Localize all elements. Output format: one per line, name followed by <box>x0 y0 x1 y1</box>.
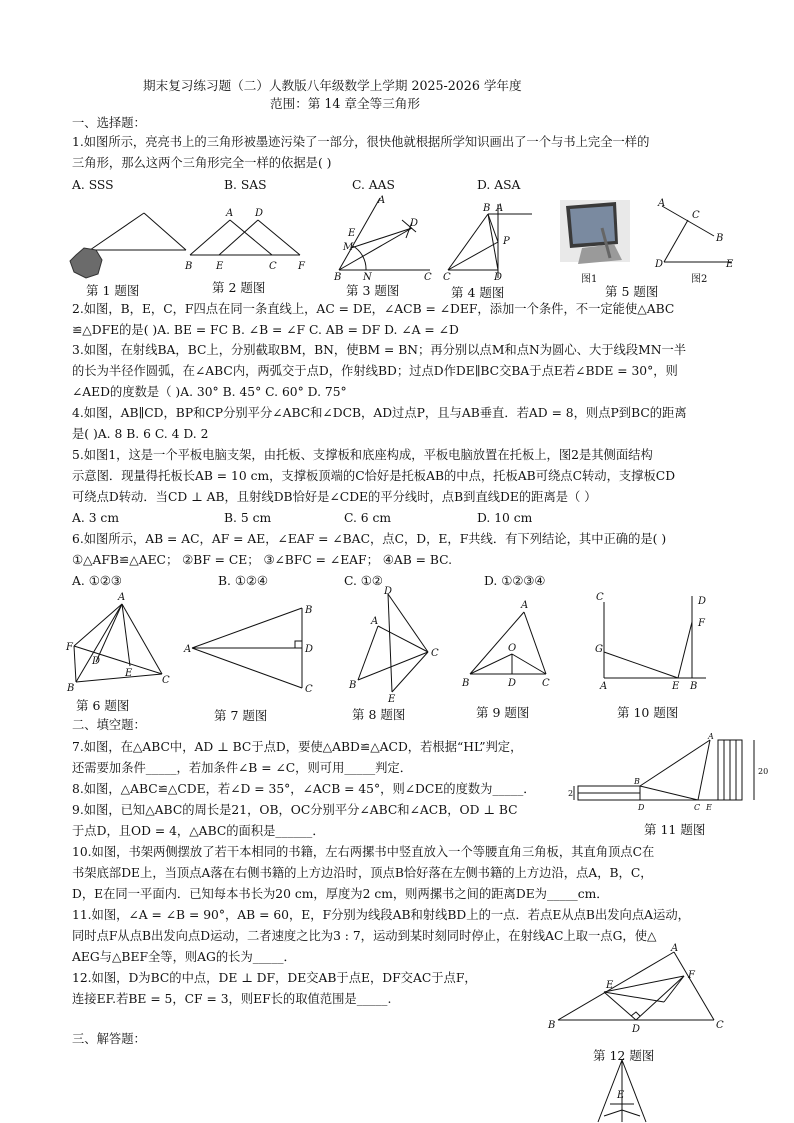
svg-text:E: E <box>216 261 224 272</box>
q8-line1: 8.如图，△ABC≌△CDE，若∠D = 35°，∠ACB = 45°，则∠DCE的度数为_____． <box>72 782 536 796</box>
q3-line1: 3.如图，在射线BA，BC上，分别截取BM，BN，使BM = BN；再分别以点M和点N为圆心、大于线段MN一半 <box>72 343 687 357</box>
svg-text:C: C <box>431 648 439 659</box>
svg-text:E: E <box>672 681 680 692</box>
q4-line2: 是( )A. 8 B. 6 C. 4 D. 2 <box>72 427 209 441</box>
caption-figure-4: 第 4 题图 <box>451 285 505 300</box>
figure-12 <box>544 943 764 1036</box>
q10-line2: 书架底部DE上，当顶点A落在右侧书籍的上方边沿时，顶点B恰好落在左侧书籍的上方边沿，点A，B，C， <box>72 866 653 880</box>
figure-8 <box>348 586 439 705</box>
svg-text:E: E <box>617 1090 625 1101</box>
svg-text:C: C <box>162 675 170 686</box>
caption-figure-11: 第 11 题图 <box>644 822 706 837</box>
svg-text:A: A <box>496 203 504 214</box>
svg-text:E: E <box>348 228 356 239</box>
q5-line1: 5.如图1，这是一个平板电脑支架，由托板、支撑板和底座构成，平板电脑放置在托板上，图2是其侧面结构 <box>72 448 653 462</box>
figure-2 <box>184 208 306 272</box>
svg-text:F: F <box>698 618 705 629</box>
svg-text:F: F <box>66 642 73 653</box>
svg-text:C: C <box>542 678 550 689</box>
svg-text:C: C <box>305 684 313 695</box>
q1-option-d: D. ASA <box>477 178 521 192</box>
svg-text:O: O <box>508 643 517 654</box>
section-heading-choice: 一、选择题： <box>72 116 146 130</box>
caption-figure-5: 第 5 题图 <box>605 284 659 299</box>
q1-line2: 三角形，那么这两个三角形完全一样的依据是( ) <box>72 156 332 170</box>
svg-text:B: B <box>349 680 357 691</box>
figure-11 <box>570 734 780 820</box>
figure-1 <box>70 213 186 278</box>
svg-text:C: C <box>694 803 701 812</box>
page-scope: 范围：第 14 章全等三角形 <box>270 96 420 111</box>
svg-text:A: A <box>371 616 379 627</box>
figure-5-diagram <box>654 198 734 270</box>
svg-text:D: D <box>92 656 101 667</box>
q5-option-c: C. 6 cm <box>344 511 392 525</box>
q1-option-a: A. SSS <box>72 178 114 192</box>
svg-text:D: D <box>655 259 664 270</box>
q4-line1: 4.如图，AB∥CD，BP和CP分别平分∠ABC和∠DCB，AD过点P，且与AB垂直．若AD = 8，则点P到BC的距离 <box>72 406 687 420</box>
figure-4 <box>443 203 532 283</box>
svg-text:C: C <box>443 272 451 283</box>
svg-text:G: G <box>595 644 603 655</box>
q1-line1: 1.如图所示，亮亮书上的三角形被墨迹污染了一部分，很快他就根据所学知识画出了一个与书上完全一样的 <box>72 135 650 149</box>
svg-text:20: 20 <box>758 767 769 776</box>
q12-line1: 12.如图，D为BC的中点，DE ⊥ DF，DE交AB于点E，DF交AC于点F， <box>72 971 477 985</box>
figure-7 <box>183 605 313 695</box>
svg-text:D: D <box>410 218 419 229</box>
q3-line2: 的长为半径作圆弧，在∠ABC内，两弧交于点D，作射线BD；过点D作DE∥BC交BA于点E若∠BDE = 30°，则 <box>72 364 678 378</box>
q10-line3: D，E在同一平面内．已知每本书长为20 cm，厚度为2 cm，则两摞书之间的距离DE为_____cm． <box>72 887 609 901</box>
svg-text:A: A <box>226 208 234 219</box>
svg-text:D: D <box>494 272 503 283</box>
section-heading-answer: 三、解答题： <box>72 1032 146 1046</box>
svg-text:M: M <box>343 242 354 253</box>
svg-text:D: D <box>255 208 264 219</box>
q9-line1: 9.如图，已知△ABC的周长是21，OB，OC分别平分∠ABC和∠ACB，OD ⊥ BC <box>72 803 518 817</box>
svg-text:A: A <box>118 592 126 603</box>
svg-text:C: C <box>692 210 700 221</box>
q6-option-b: B. ①②④ <box>218 574 268 588</box>
q6-line1: 6.如图所示，AB = AC，AF = AE，∠EAF = ∠BAC，点C，D，E，F共线．有下列结论，其中正确的是( ) <box>72 532 667 546</box>
svg-text:D: D <box>508 678 517 689</box>
q6-option-a: A. ①②③ <box>72 574 122 588</box>
caption-figure-3: 第 3 题图 <box>346 283 400 298</box>
section-heading-fill: 二、填空题： <box>72 718 146 732</box>
svg-text:A: A <box>600 681 608 692</box>
figure-partial-bottom <box>590 1060 680 1122</box>
caption-figure-5-part2: 图2 <box>691 274 708 285</box>
figure-row-2 <box>62 588 722 706</box>
q11-line3: AEG与△BEF全等，则AG的长为_____． <box>72 950 296 964</box>
svg-text:B: B <box>67 683 75 694</box>
svg-text:A: A <box>658 198 666 209</box>
svg-text:E: E <box>125 668 133 679</box>
q7-line2: 还需要加条件_____，若加条件∠B = ∠C，则可用_____判定． <box>72 761 413 775</box>
svg-text:B: B <box>334 272 342 283</box>
svg-text:B: B <box>483 203 491 214</box>
svg-text:A: A <box>708 732 714 741</box>
caption-figure-12: 第 12 题图 <box>593 1048 655 1063</box>
q5-option-a: A. 3 cm <box>72 511 119 525</box>
q5-option-b: B. 5 cm <box>224 511 272 525</box>
svg-text:B: B <box>305 605 313 616</box>
caption-figure-2: 第 2 题图 <box>212 280 266 295</box>
svg-text:D: D <box>305 644 314 655</box>
svg-text:E: E <box>706 803 712 812</box>
caption-figure-9: 第 9 题图 <box>476 705 530 720</box>
q1-option-b: B. SAS <box>224 178 267 192</box>
svg-text:D: D <box>384 586 393 597</box>
ink-blot-icon <box>70 248 102 278</box>
svg-text:P: P <box>503 236 510 247</box>
svg-text:B: B <box>462 678 470 689</box>
svg-text:C: C <box>716 1020 724 1031</box>
q6-line2: ①△AFB≌△AEC； ②BF = CE； ③∠BFC = ∠EAF； ④AB = BC. <box>72 553 452 567</box>
caption-figure-8: 第 8 题图 <box>352 707 406 722</box>
q5-option-d: D. 10 cm <box>477 511 533 525</box>
svg-text:D: D <box>638 803 645 812</box>
q11-line2: 同时点F从点B出发向点D运动，二者速度之比为3 : 7，运动到某时刻同时停止，在射线AC上取一点G，使△ <box>72 929 657 943</box>
svg-text:B: B <box>634 777 640 786</box>
q11-line1: 11.如图，∠A = ∠B = 90°，AB = 60，E，F分别为线段AB和射线BD上的一点．若点E从点B出发向点A运动， <box>72 908 690 922</box>
q3-line3: ∠AED的度数是（ )A. 30° B. 45° C. 60° D. 75° <box>72 385 347 399</box>
q2-line2: ≌△DFE的是( )A. BE = FC B. ∠B = ∠F C. AB = DF D. ∠A = ∠D <box>72 323 459 337</box>
svg-text:C: C <box>269 261 277 272</box>
figure-10 <box>595 592 706 692</box>
svg-text:B: B <box>185 261 193 272</box>
svg-text:C: C <box>424 272 432 283</box>
caption-figure-1: 第 1 题图 <box>86 283 140 298</box>
caption-figure-10: 第 10 题图 <box>617 705 679 720</box>
svg-text:E: E <box>606 980 614 991</box>
svg-text:A: A <box>184 644 192 655</box>
q6-option-c: C. ①② <box>344 574 383 588</box>
q6-option-d: D. ①②③④ <box>484 574 546 588</box>
caption-figure-6: 第 6 题图 <box>76 698 130 713</box>
svg-text:E: E <box>726 259 734 270</box>
svg-text:N: N <box>363 272 372 283</box>
q2-line1: 2.如图，B，E，C，F四点在同一条直线上，AC = DE，∠ACB = ∠DEF，添加一个条件，不一定能使△ABC <box>72 302 675 316</box>
svg-text:B: B <box>548 1020 556 1031</box>
svg-text:E: E <box>388 694 396 705</box>
svg-text:F: F <box>688 970 695 981</box>
figure-3 <box>333 195 432 283</box>
svg-text:2: 2 <box>568 789 574 798</box>
q1-option-c: C. AAS <box>352 178 395 192</box>
q10-line1: 10.如图，书架两侧摆放了若干本相同的书籍，左右两摞书中竖直放入一个等腰直角三角板，其直角顶点C在 <box>72 845 655 859</box>
figure-6 <box>65 592 170 694</box>
caption-figure-5-part1: 图1 <box>581 274 598 285</box>
page-title: 期末复习练习题（二）人教版八年级数学上学期 2025-2026 学年度 <box>143 78 522 93</box>
q5-line3: 可绕点D转动．当CD ⊥ AB，且射线DB恰好是∠CDE的平分线时，点B到直线DE的距离是（ ） <box>72 490 597 504</box>
svg-text:A: A <box>671 943 679 954</box>
q12-line2: 连接EF.若BE = 5，CF = 3，则EF长的取值范围是_____. <box>72 992 392 1006</box>
svg-text:C: C <box>596 592 604 603</box>
figure-row-1 <box>62 195 782 298</box>
svg-text:D: D <box>698 596 707 607</box>
svg-text:A: A <box>378 195 386 206</box>
figure-9 <box>461 600 550 689</box>
q9-line2: 于点D，且OD = 4，△ABC的面积是______． <box>72 824 325 838</box>
caption-figure-7: 第 7 题图 <box>214 708 268 723</box>
svg-text:D: D <box>632 1024 641 1035</box>
svg-text:F: F <box>298 261 305 272</box>
svg-text:A: A <box>521 600 529 611</box>
figure-5-photo <box>560 200 630 264</box>
q7-line1: 7.如图，在△ABC中，AD ⊥ BC于点D，要使△ABD≌△ACD，若根据“HL”判定， <box>72 740 523 754</box>
svg-text:B: B <box>716 233 724 244</box>
q5-line2: 示意图．现量得托板长AB = 10 cm，支撑板顶端的C恰好是托板AB的中点，托板AB可绕点C转动，支撑板CD <box>72 469 676 483</box>
svg-text:B: B <box>690 681 698 692</box>
